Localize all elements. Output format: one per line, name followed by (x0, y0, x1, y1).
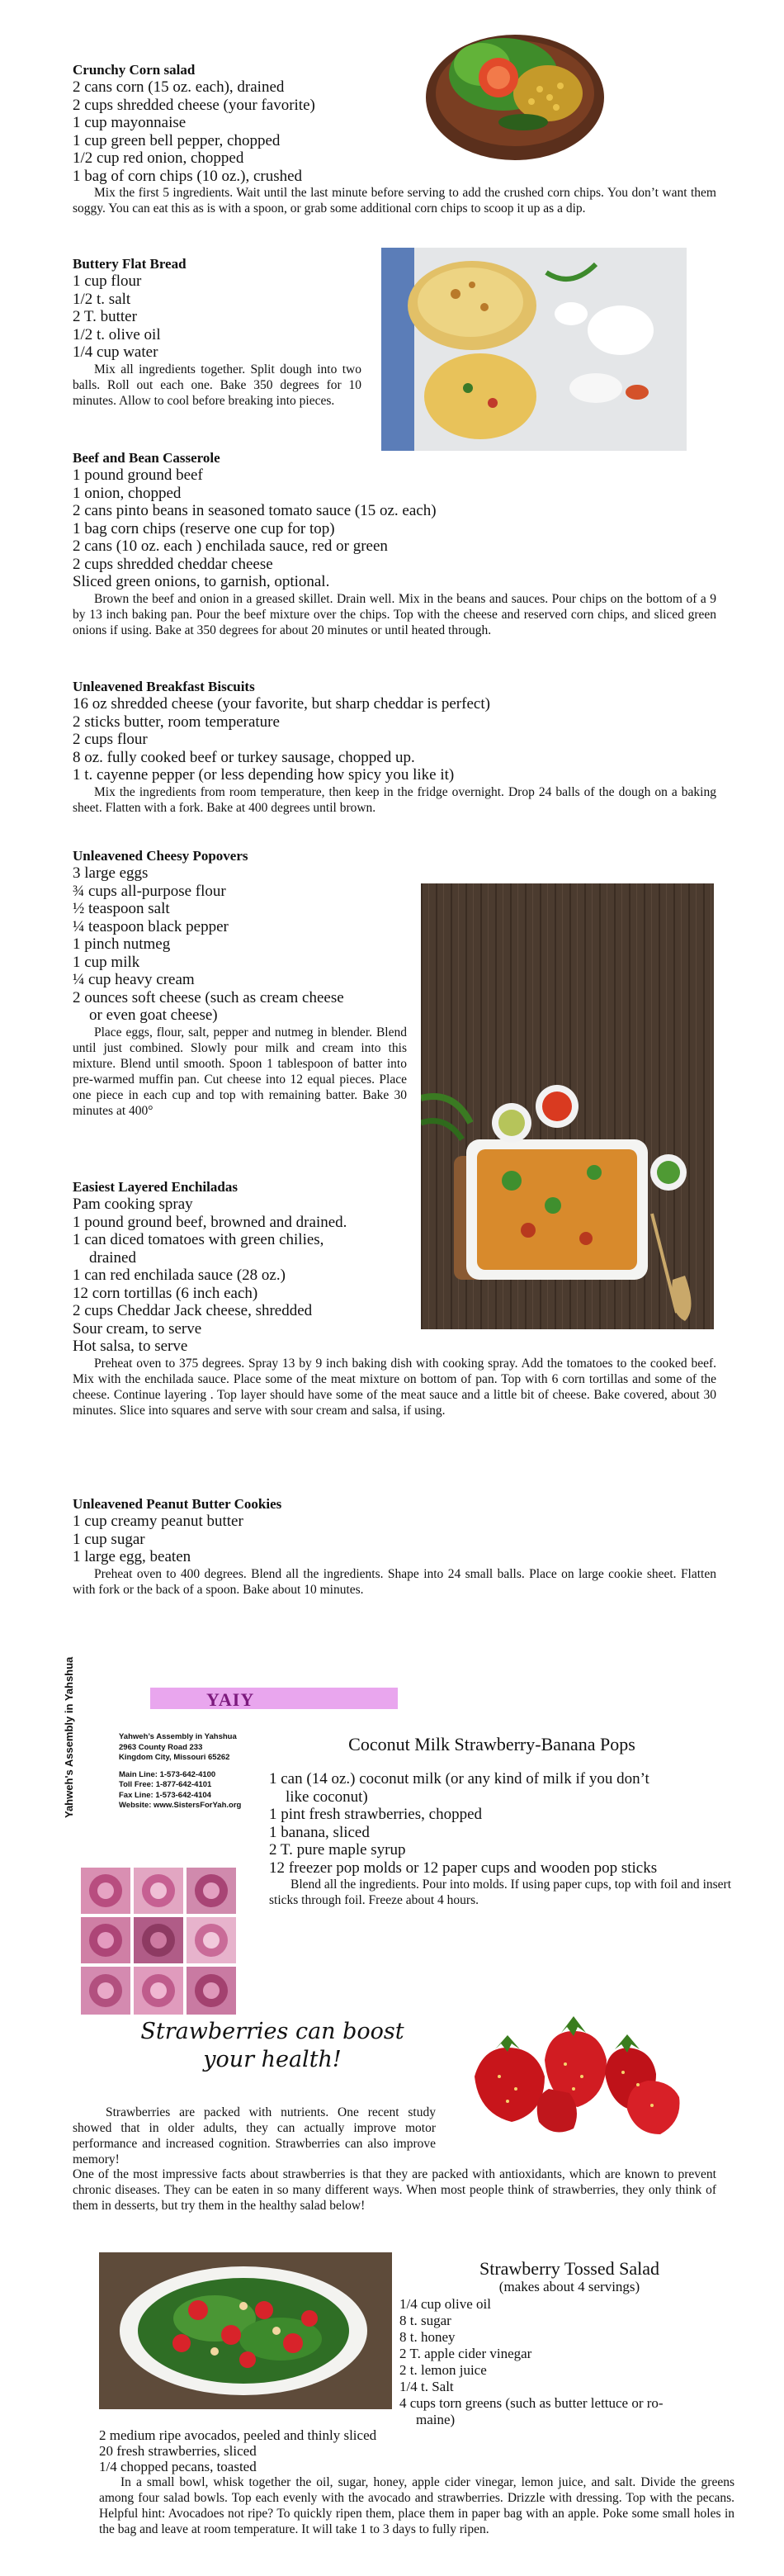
directions: Blend all the ingredients. Pour into molds. If using paper cups, top with foil and insert sticks through foil. Freeze about 4 hours. (269, 1878, 731, 1907)
ingredient: 1 large egg, beaten (73, 1548, 191, 1565)
ingredient: 2 T. pure maple syrup (269, 1841, 406, 1859)
ingredient: 1 pinch nutmeg (73, 935, 171, 953)
ingredient-list (99, 2427, 734, 2474)
ingredient: 1 banana, sliced (269, 1823, 370, 1841)
ingredient: 2 cups shredded cheese (your favorite) (73, 96, 315, 114)
ingredient: 2 cups flour (73, 731, 148, 748)
ingredient: ¼ cup heavy cream (73, 971, 195, 988)
ingredient: ½ teaspoon salt (73, 900, 170, 917)
ingredient: 12 corn tortillas (6 inch each) (73, 1284, 258, 1302)
ingredient: 8 oz. fully cooked beef or turkey sausage, chopped up. (73, 748, 415, 766)
ingredient: 1 can (14 oz.) coconut milk (or any kind of milk if you don’t (269, 1770, 649, 1788)
ingredient: 2 cans corn (15 oz. each), drained (73, 78, 285, 96)
ingredient: 1/4 chopped pecans, toasted (99, 2459, 257, 2474)
logo: YAIY (206, 1689, 255, 1710)
ingredient-list (73, 864, 411, 1025)
recipe-title: Unleavened Cheesy Popovers (73, 848, 248, 864)
ingredient: 8 t. sugar (399, 2313, 451, 2328)
recipe-title: Beef and Bean Casserole (73, 450, 220, 466)
recipe-title: Buttery Flat Bread (73, 256, 187, 272)
ingredient-list (73, 695, 716, 784)
health-paragraph: Strawberries are packed with nutrients. One recent study showed that in older adults, they can actually improve motor performance and increased cognition. Strawberries can also improve memory! (73, 2105, 436, 2166)
ingredient: Sliced green onions, to garnish, optional. (73, 573, 330, 590)
ingredient: 1 pound ground beef (73, 466, 203, 484)
recipe-title: Unleavened Breakfast Biscuits (73, 679, 255, 694)
health-heading-line: Strawberries can boost (140, 2019, 404, 2044)
ingredient-list (73, 1513, 716, 1566)
ingredient: 1/4 cup water (73, 343, 158, 361)
roses-photo (81, 1868, 236, 2015)
ingredient: 12 freezer pop molds or 12 paper cups and wooden pop sticks (269, 1859, 658, 1877)
ingredient: 2 sticks butter, room temperature (73, 713, 280, 731)
ingredient: drained (89, 1248, 136, 1267)
ingredient: 1 onion, chopped (73, 484, 182, 502)
ingredient: 3 large eggs (73, 864, 149, 882)
recipe-beef-and-bean-casserole (73, 450, 716, 638)
ingredient: Pam cooking spray (73, 1196, 193, 1213)
assembly-address (119, 1732, 241, 1811)
ingredient: 20 fresh strawberries, sliced (99, 2443, 257, 2459)
ingredient: 2 cups shredded cheddar cheese (73, 555, 273, 573)
ingredient: like coconut) (286, 1788, 368, 1806)
ingredient: maine) (416, 2412, 456, 2427)
ingredient: 2 t. lemon juice (399, 2362, 487, 2378)
directions: Mix the first 5 ingredients. Wait until the last minute before serving to add the crushed corn chips. You don’t want them soggy. You can eat this as is with a spoon, or grab some additional corn chips to scoop it up as a dip. (73, 186, 716, 215)
salad-title: Strawberry Tossed Salad (479, 2258, 659, 2279)
recipe-unleavened-cheesy-popovers (73, 848, 411, 1119)
health-heading-line: your health! (203, 2047, 342, 2072)
vertical-title-text: Yahweh's Assembly in Yahshua (63, 1656, 75, 1818)
directions: Preheat oven to 375 degrees. Spray 13 by 9 inch baking dish with cooking spray. Add the tomatoes to the cooked beef. Mix with the enchilada sauce. Place some of the meat mixture on bottom of pan. Top with 6 corn tortillas and some of the cheese. Continue layering . Top layer should have some of the meat sauce and a little bit of cheese. Bake covered, about 30 minutes. Slice into squares and serve with sour cream and salsa, if using. (73, 1356, 716, 1418)
health-paragraph: One of the most impressive facts about strawberries is that they are packed with antioxidants, which are known to prevent chronic diseases. They can be eaten in so many different ways. When most people think of strawberries, they only think of them in desserts, but try them in the healthy salad below! (73, 2167, 716, 2213)
ingredient: 1/4 t. Salt (399, 2379, 454, 2394)
ingredient: 2 cans pinto beans in seasoned tomato sauce (15 oz. each) (73, 502, 437, 519)
salad-ingredients-right (399, 2296, 730, 2428)
recipe-coconut-pops (269, 1770, 731, 1908)
ingredient-list (269, 1770, 731, 1877)
ingredient: 1 pint fresh strawberries, chopped (269, 1806, 483, 1823)
health-heading (116, 2018, 429, 2074)
pops-title: Coconut Milk Strawberry-Banana Pops (348, 1734, 635, 1754)
ingredient: 1 pound ground beef, browned and drained. (73, 1213, 347, 1231)
recipe-title: Crunchy Corn salad (73, 62, 196, 78)
logo-banner (150, 1688, 398, 1709)
recipe-unleavened-peanut-butter-cookies (73, 1496, 716, 1598)
ingredient: 1/4 cup olive oil (399, 2296, 491, 2312)
strawberries-photo (450, 1998, 689, 2143)
directions: In a small bowl, whisk together the oil, sugar, honey, apple cider vinegar, lemon juice, and salt. Divide the greens among four salad bowls. Top each evenly with the avocado and strawberries. Drizzle with dressing. Top with the pecans. Helpful hint: Avocadoes not ripe? To quickly ripen them, place them in paper bag with an apple. Poke some small holes in the bag and leave at room temperature. It will take 1 to 3 days to fully ripen. (99, 2475, 734, 2536)
directions: Place eggs, flour, salt, pepper and nutmeg in blender. Blend until just combined. Slowly pour milk and cream into this mixture. Blend until smooth. Spoon 1 tablespoon of batter into pre-warmed muffin pan. Cut cheese into 12 equal pieces. Place one piece in each cup and top with remaining batter. Bake 30 minutes at 400° (73, 1025, 407, 1118)
directions: Mix the ingredients from room temperature, then keep in the fridge overnight. Drop 24 balls of the dough on a baking sheet. Flatten with a fork. Bake at 400 degrees until brown. (73, 784, 716, 815)
ingredient-list (399, 2296, 730, 2428)
ingredient: 1 cup green bell pepper, chopped (73, 131, 281, 149)
ingredient: ¾ cups all-purpose flour (73, 882, 226, 900)
flat-bread-photo (381, 248, 687, 451)
directions: Mix all ingredients together. Split dough into two balls. Roll out each one. Bake 350 degrees for 10 minutes. Allow to cool before breaking into pieces. (73, 362, 361, 408)
ingredient: 1/2 t. salt (73, 290, 131, 308)
ingredient-list (73, 1196, 716, 1356)
contact-line: Website: www.SistersForYah.org (119, 1801, 242, 1810)
address-line: Yahweh’s Assembly in Yahshua (119, 1732, 237, 1741)
ingredient: 2 T. butter (73, 308, 137, 325)
ingredient: 8 t. honey (399, 2329, 456, 2345)
ingredient: Hot salsa, to serve (73, 1338, 188, 1355)
ingredient: 1 cup mayonnaise (73, 114, 187, 131)
ingredient: ¼ teaspoon black pepper (73, 917, 229, 935)
recipe-easiest-layered-enchiladas (73, 1179, 716, 1418)
health-body (73, 2166, 716, 2214)
address-line: Kingdom City, Missouri 65262 (119, 1753, 230, 1762)
ingredient-list (73, 466, 716, 591)
directions: Preheat oven to 400 degrees. Blend all the ingredients. Shape into 24 small balls. Place on large cookie sheet. Flatten with fork or the back of a spoon. Bake about 10 minutes. (73, 1566, 716, 1597)
ingredient: 1 cup flour (73, 272, 142, 290)
directions: Brown the beef and onion in a greased skillet. Drain well. Mix in the beans and sauces. Pour chips on the bottom of a 9 by 13 inch baking pan. Pour the beef mixture over the chips. Top with the cheese and reserved corn chips, and sliced green onions if using. Bake at 350 degrees for about 20 minutes or until heated through. (73, 591, 716, 637)
ingredient: 16 oz shredded cheese (your favorite, but sharp cheddar is perfect) (73, 695, 490, 713)
salad-ingredients-left (99, 2427, 734, 2537)
ingredient: 1/2 cup red onion, chopped (73, 149, 244, 167)
ingredient: 2 ounces soft cheese (such as cream cheese (73, 988, 344, 1006)
ingredient: 2 medium ripe avocados, peeled and thinly sliced (99, 2427, 377, 2443)
ingredient: 4 cups torn greens (such as butter lettuce or ro- (399, 2395, 664, 2411)
ingredient: 2 cans (10 oz. each ) enchilada sauce, red or green (73, 537, 388, 555)
ingredient: 1/2 t. olive oil (73, 325, 161, 343)
ingredient: 1 cup milk (73, 953, 140, 971)
recipe-title: Easiest Layered Enchiladas (73, 1179, 238, 1195)
ingredient: 1 can red enchilada sauce (28 oz.) (73, 1267, 286, 1284)
address-line: 2963 County Road 233 (119, 1742, 203, 1752)
recipe-crunchy-corn-salad (73, 62, 716, 216)
contact-line: Main Line: 1-573-642-4100 (119, 1769, 216, 1779)
contact-line: Toll Free: 1-877-642-4101 (119, 1780, 212, 1789)
ingredient: or even goat cheese) (89, 1006, 218, 1024)
salad-photo (99, 2252, 392, 2409)
assembly-vertical-title (56, 1656, 89, 1818)
recipe-buttery-flat-bread (73, 256, 370, 409)
ingredient: 1 cup creamy peanut butter (73, 1513, 243, 1530)
ingredient: 1 cup sugar (73, 1530, 145, 1548)
health-intro (73, 2105, 436, 2167)
ingredient: 2 cups Cheddar Jack cheese, shredded (73, 1302, 313, 1319)
salad-subtitle: (makes about 4 servings) (498, 2279, 640, 2294)
ingredient: Sour cream, to serve (73, 1319, 202, 1338)
ingredient-list (73, 272, 370, 362)
recipe-title: Unleavened Peanut Butter Cookies (73, 1496, 282, 1512)
ingredient: 1 bag corn chips (reserve one cup for top) (73, 519, 335, 537)
ingredient: 1 can diced tomatoes with green chilies, (73, 1231, 324, 1248)
ingredient: 1 bag of corn chips (10 oz.), crushed (73, 167, 303, 185)
recipe-unleavened-breakfast-biscuits (73, 679, 716, 816)
ingredient-list (73, 78, 716, 185)
contact-line: Fax Line: 1-573-642-4104 (119, 1790, 211, 1800)
ingredient: 1 t. cayenne pepper (or less depending how spicy you like it) (73, 766, 455, 784)
ingredient: 2 T. apple cider vinegar (399, 2346, 532, 2361)
